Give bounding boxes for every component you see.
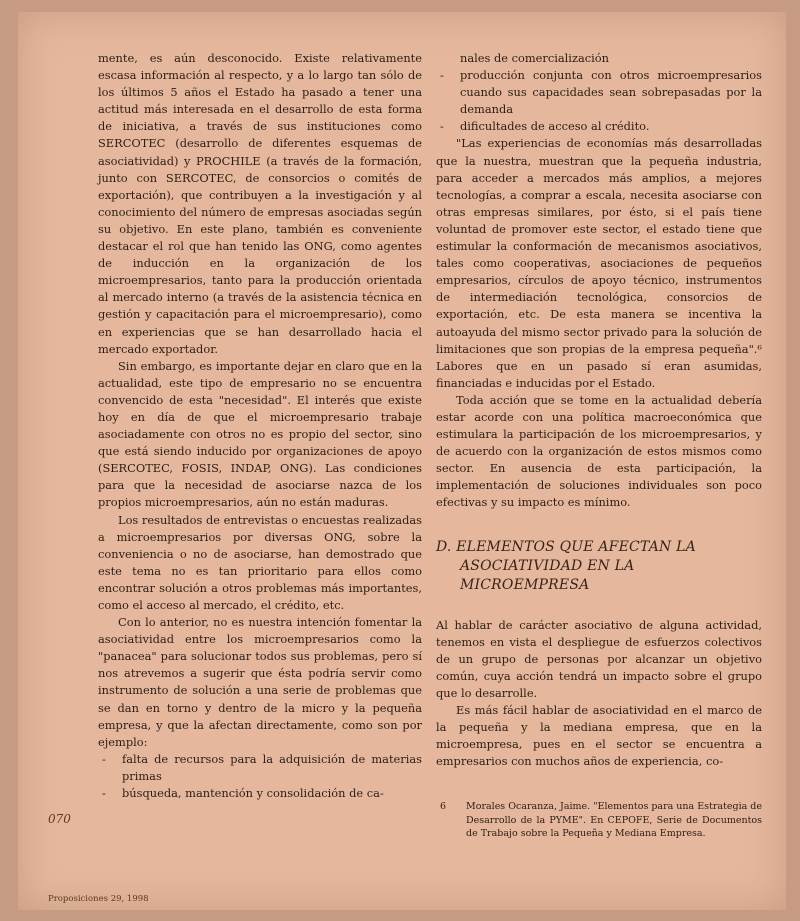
left-bullet-list: [98, 751, 422, 802]
list-item: - búsqueda, mantención y consolidación de ca-: [98, 785, 422, 802]
section-heading-line-2: ASOCIATIVIDAD EN LA: [460, 557, 635, 574]
list-item: - falta de recursos para la adquisición de materias primas: [98, 751, 422, 785]
right-bullet-list: [436, 67, 762, 135]
section-heading-line-3: MICROEMPRESA: [460, 576, 590, 593]
left-paragraph-2: Sin embargo, es importante dejar en claro que en la actualidad, este tipo de empresario no se encuentra convencido de esta "necesidad". El interés que existe hoy en día de que el microempresario trabaje asociadamente con otros no es propio del sector, sino que está siendo inducido por organizaciones de apoyo (SERCOTEC, FOSIS, INDAP, ONG). Las condiciones para que la necesidad de asociarse nazca de los propios microempresarios, aún no están maduras.: [98, 358, 422, 510]
document-page: [18, 12, 786, 910]
footnote-number: 6: [440, 801, 447, 813]
footnote: [436, 800, 762, 841]
list-item: - producción conjunta con otros microempresarios cuando sus capacidades sean sobrepasadas por la demanda: [436, 67, 762, 118]
running-footer: Proposiciones 29, 1998: [48, 894, 149, 904]
right-paragraph-2: Toda acción que se tome en la actualidad debería estar acorde con una política macroeconómica que estimulara la participación de los microempresarios, y de acuerdo con la organización de estos mismos como sector. En ausencia de esta participación, la implementación de soluciones individuales son poco efectivas y su impacto es mínimo.: [436, 392, 762, 510]
left-paragraph-3: Los resultados de entrevistas o encuestas realizadas a microempresarios por diversas ONG, sobre la conveniencia o no de asociarse, han demostrado que este tema no es tan prioritario para ellos como encontrar solución a otros problemas más importantes, como el acceso al mercado, el crédito, etc.: [98, 512, 422, 612]
right-column: [436, 50, 762, 841]
right-paragraph-4: Es más fácil hablar de asociatividad en el marco de la pequeña y la mediana empresa, que en la microempresa, pues en el sector se encuentra a empresarios con muchos años de experiencia, co-: [436, 703, 762, 769]
page-number: 070: [48, 812, 71, 826]
right-paragraph-3: Al hablar de carácter asociativo de alguna actividad, tenemos en vista el despliegue de esfuerzos colectivos de un grupo de personas por alcanzar un objetivo común, cuya acción tendrá un impacto sobre el grupo que lo desarrolle.: [436, 617, 762, 700]
section-heading: [436, 538, 762, 595]
left-paragraph-4: Con lo anterior, no es nuestra intención fomentar la asociatividad entre los microempresarios como la "panacea" para solucionar todos sus problemas, pero sí nos atrevemos a sugerir que ésta podría servir como instrumento de solución a una serie de problemas que se dan en torno y dentro de la micro y la pequeña empresa, y que la afectan directamente, como son por ejemplo:: [98, 615, 422, 749]
section-heading-line-1: D. ELEMENTOS QUE AFECTAN LA: [436, 538, 696, 555]
list-item: - dificultades de acceso al crédito.: [436, 118, 762, 135]
list-continuation: nales de comercialización: [460, 51, 609, 65]
left-paragraph-1: mente, es aún desconocido. Existe relativamente escasa información al respecto, y a lo largo tan sólo de los últimos 5 años el Estado ha pasado a tener una actitud más interesada en el desarrollo de esta forma de iniciativa, a través de sus instituciones como SERCOTEC (desarrollo de diferentes esquemas de asociatividad) y PROCHILE (a través de la formación, junto con SERCOTEC, de consorcios o comités de exportación), que contribuyen a la investigación y al conocimiento del número de empresas asociadas según su objetivo. En este plano, también es conveniente destacar el rol que han tenido las ONG, como agentes de inducción en la organización de los microempresarios, tanto para la producción orientada al mercado interno (a través de la asistencia técnica en gestión y capacitación para el microempresario), como en experiencias que se han desarrollado hacia el mercado exportador.: [98, 51, 422, 356]
left-column: [98, 50, 422, 802]
right-paragraph-1: "Las experiencias de economías más desarrolladas que la nuestra, muestran que la pequeña industria, para acceder a mercados más amplios, a mejores tecnologías, a comprar a escala, necesita asociarse con otras empresas similares, por ésto, si el país tiene voluntad de promover este sector, el estado tiene que estimular la conformación de mecanismos asociativos, tales como cooperativas, asociaciones de pequeños empresarios, círculos de apoyo técnico, instrumentos de intermediación tecnológica, consorcios de exportación, etc. De esta manera se incentiva la autoayuda del mismo sector privado para la solución de limitaciones que son propias de la empresa pequeña".⁶ Labores que en un pasado sí eran asumidas, financiadas e inducidas por el Estado.: [436, 136, 762, 390]
footnote-text: Morales Ocaranza, Jaime. "Elementos para una Estrategia de Desarrollo de la PYME". En CEPOFE, Serie de Documentos de Trabajo sobre la Pequeña y Mediana Empresa.: [466, 801, 763, 840]
